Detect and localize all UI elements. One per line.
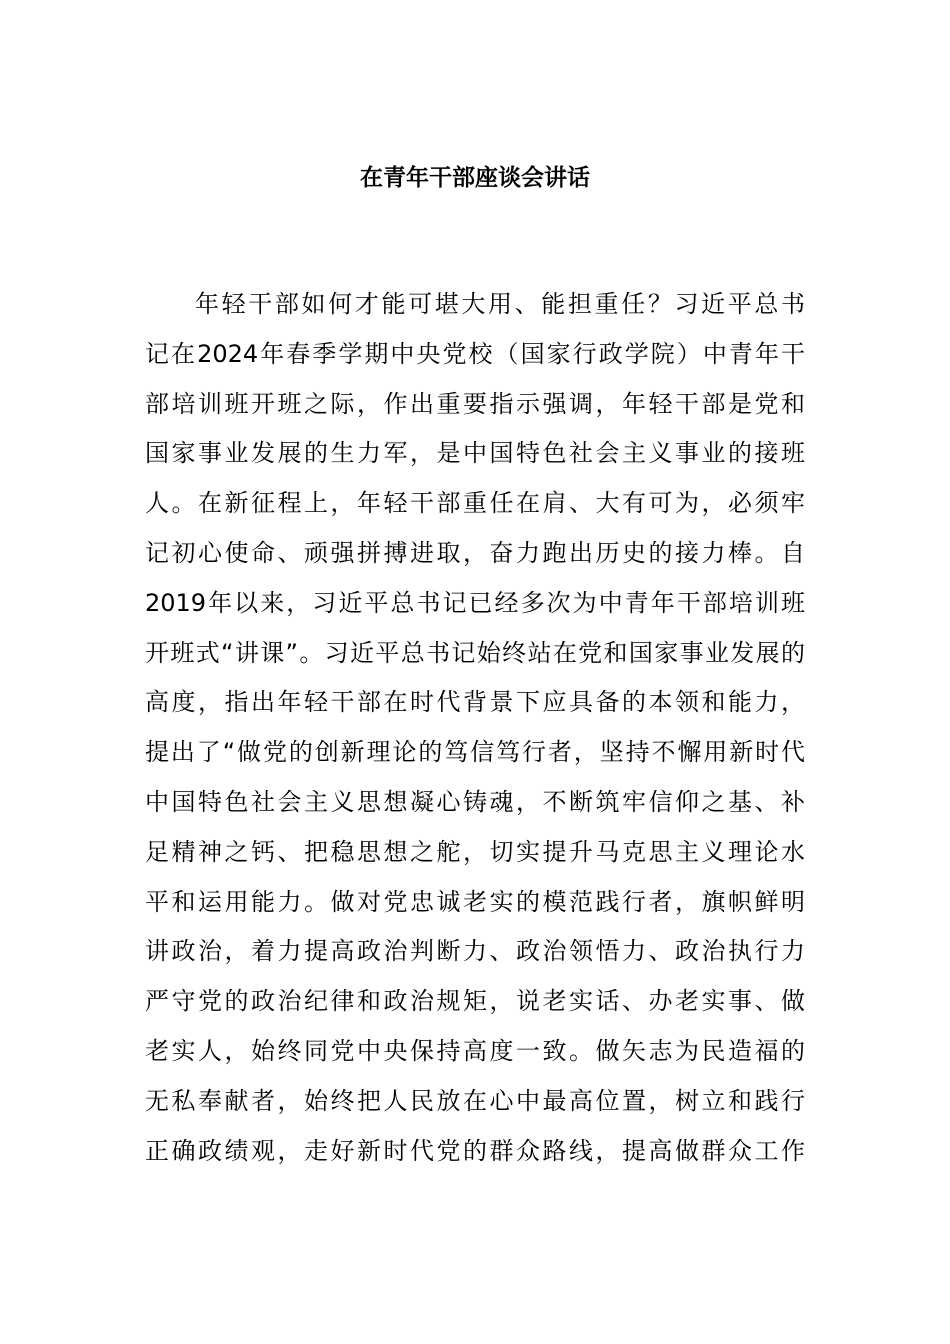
body-line: 开班式“讲课”。习近平总书记始终站在党和国家事业发展的 (145, 638, 805, 667)
body-line: 无私奉献者，始终把人民放在心中最高位置，树立和践行 (145, 1086, 805, 1115)
document-body (145, 280, 805, 1176)
body-line: 记在2024年春季学期中央党校（国家行政学院）中青年干 (145, 339, 805, 368)
body-line: 讲政治，着力提高政治判断力、政治领悟力、政治执行力 (145, 937, 805, 966)
body-line: 严守党的政治纪律和政治规矩，说老实话、办老实事、做 (145, 987, 805, 1016)
body-line: 正确政绩观，走好新时代党的群众路线，提高做群众工作 (145, 1136, 805, 1165)
body-line: 国家事业发展的生力军，是中国特色社会主义事业的接班 (145, 439, 805, 468)
body-line: 平和运用能力。做对党忠诚老实的模范践行者，旗帜鲜明 (145, 887, 805, 916)
body-line: 高度，指出年轻干部在时代背景下应具备的本领和能力， (145, 688, 805, 717)
body-line: 人。在新征程上，年轻干部重任在肩、大有可为，必须牢 (145, 489, 805, 518)
body-line: 部培训班开班之际，作出重要指示强调，年轻干部是党和 (145, 389, 805, 418)
document-title: 在青年干部座谈会讲话 (360, 165, 590, 191)
body-line: 足精神之钙、把稳思想之舵，切实提升马克思主义理论水 (145, 837, 805, 866)
body-line: 2019年以来，习近平总书记已经多次为中青年干部培训班 (145, 588, 805, 617)
body-line: 记初心使命、顽强拼搏进取，奋力跑出历史的接力棒。自 (145, 538, 805, 567)
body-line: 年轻干部如何才能可堪大用、能担重任？习近平总书 (195, 290, 805, 318)
body-line: 提出了“做党的创新理论的笃信笃行者，坚持不懈用新时代 (145, 738, 805, 767)
body-line: 中国特色社会主义思想凝心铸魂，不断筑牢信仰之基、补 (145, 787, 805, 816)
body-line: 老实人，始终同党中央保持高度一致。做矢志为民造福的 (145, 1036, 805, 1065)
